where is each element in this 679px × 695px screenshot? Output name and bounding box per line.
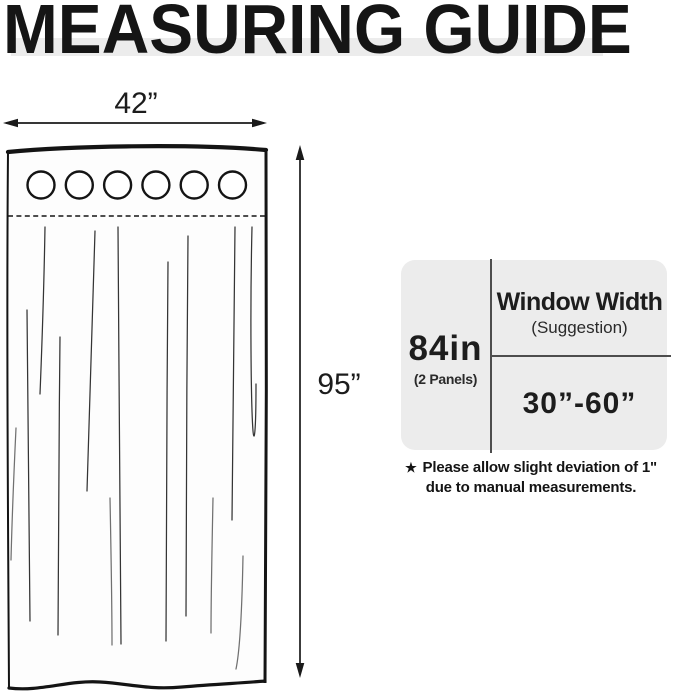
arrow-left-head xyxy=(3,119,18,128)
height-arrow xyxy=(296,145,305,678)
note-line-1 xyxy=(383,458,679,478)
grommet-icon xyxy=(104,172,131,199)
grommet-icon xyxy=(181,172,208,199)
arrow-up-head xyxy=(296,145,305,160)
width-dimension-label: 42” xyxy=(114,87,158,120)
curtain-right-edge xyxy=(265,150,266,683)
grommet-icon xyxy=(219,172,246,199)
grommet-icon xyxy=(66,172,93,199)
size-table xyxy=(401,260,667,450)
panel-length-value: 84in xyxy=(408,329,483,369)
panel-size-cell xyxy=(401,260,490,450)
page-title: MEASURING GUIDE xyxy=(3,0,632,68)
width-range-value: 30”-60” xyxy=(522,386,637,420)
arrow-down-head xyxy=(296,663,305,678)
curtain-body xyxy=(8,146,266,688)
star-icon: ★ xyxy=(405,460,417,475)
window-width-header-cell xyxy=(492,260,667,355)
panel-count-note: (2 Panels) xyxy=(413,370,478,387)
window-width-header: Window Width xyxy=(496,288,663,317)
window-width-subheader: (Suggestion) xyxy=(531,317,628,337)
note-text-1: Please allow slight deviation of 1" xyxy=(422,459,657,476)
height-dimension-label: 95” xyxy=(317,368,361,401)
width-range-cell xyxy=(492,357,667,450)
grommet-icon xyxy=(142,172,169,199)
arrow-right-head xyxy=(252,119,267,128)
note-line-2: due to manual measurements. xyxy=(425,478,637,496)
deviation-note xyxy=(383,458,679,497)
grommet-icon xyxy=(28,172,55,199)
